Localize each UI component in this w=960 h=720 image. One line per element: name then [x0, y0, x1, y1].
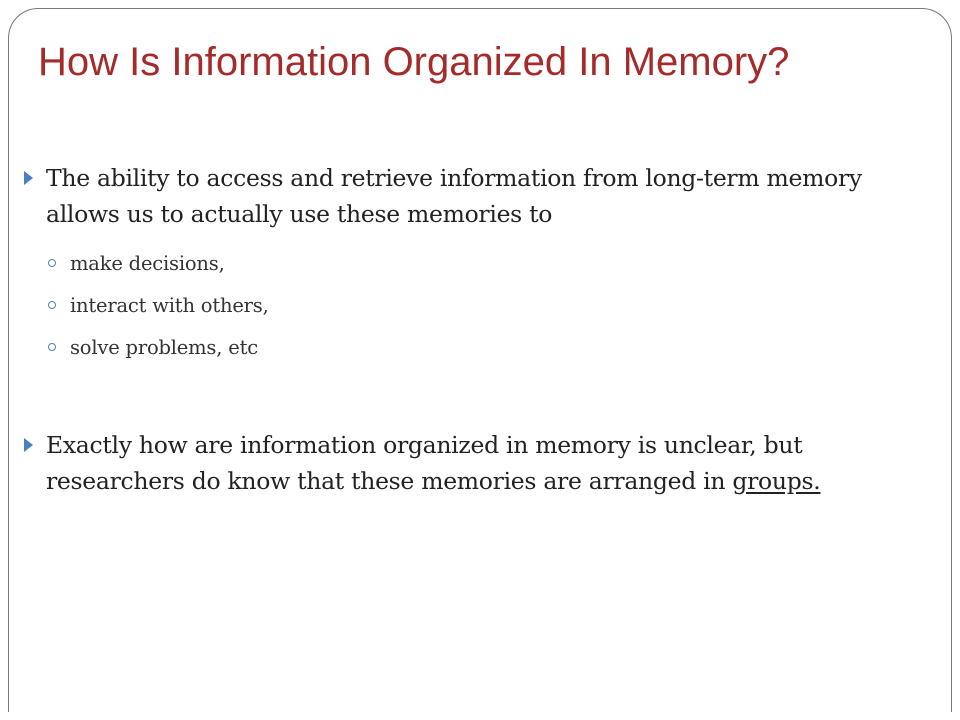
bullet-text: The ability to access and retrieve information from long-term memory allows us to actually use these memories to	[46, 164, 862, 228]
slide-title: How Is Information Organized In Memory?	[38, 40, 790, 84]
emphasis-text: groups.	[732, 467, 821, 495]
sub-bullet-item	[48, 251, 225, 277]
sub-bullet-text: interact with others,	[70, 294, 269, 317]
sub-bullet-item	[48, 293, 269, 319]
circle-bullet-icon	[48, 259, 56, 267]
sub-bullet-text: make decisions,	[70, 252, 225, 275]
triangle-bullet-icon	[24, 171, 33, 185]
sub-bullet-item	[48, 335, 258, 361]
triangle-bullet-icon	[24, 438, 33, 452]
sub-bullet-text: solve problems, etc	[70, 336, 258, 359]
circle-bullet-icon	[48, 301, 56, 309]
bullet-item	[24, 427, 924, 499]
bullet-text	[46, 427, 924, 499]
bullet-text-main: Exactly how are information organized in memory is unclear, but researchers do know that these memories are arranged in	[46, 431, 803, 495]
circle-bullet-icon	[48, 343, 56, 351]
bullet-item	[24, 160, 924, 232]
